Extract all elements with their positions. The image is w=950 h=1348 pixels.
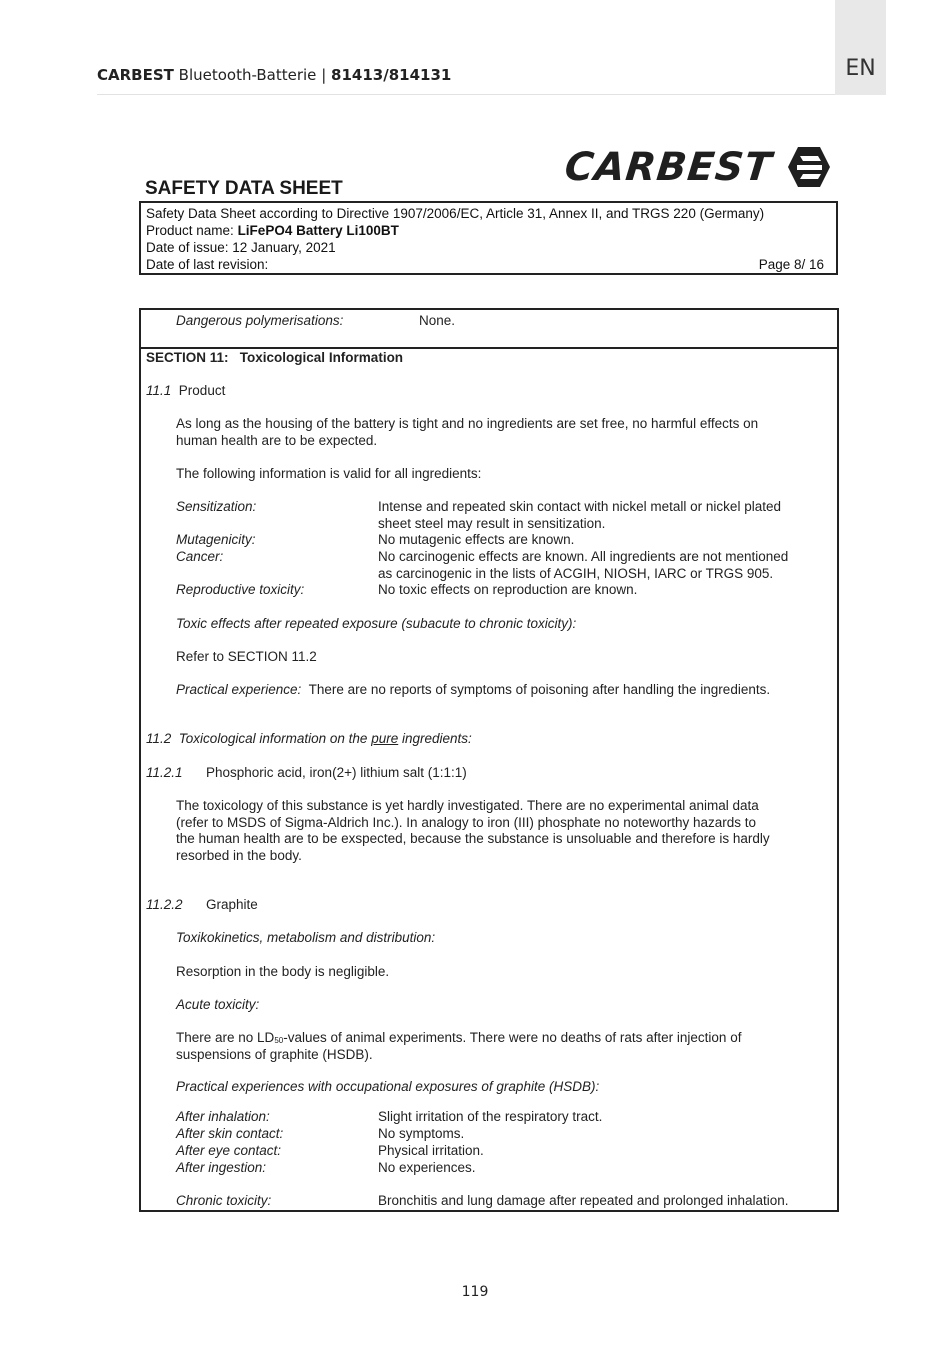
subsection-11-2-1-number: 11.2.1 [146, 765, 183, 780]
section-divider [141, 347, 837, 349]
header-brand: CARBEST [97, 66, 174, 84]
toxic-repeated-exposure: Toxic effects after repeated exposure (subacute to chronic toxicity): [176, 616, 577, 631]
subsection-11-2-post: ingredients: [401, 731, 472, 746]
sensitization-value-2: sheet steel may result in sensitization. [378, 516, 606, 531]
ld50-subscript: 50 [274, 1036, 284, 1045]
subsection-11-1-number: 11.1 [146, 383, 172, 398]
subsection-11-2-2-number: 11.2.2 [146, 897, 183, 912]
subsection-11-2-heading [146, 731, 472, 748]
section-11-heading [146, 350, 403, 367]
after-inhalation-label: After inhalation: [176, 1109, 270, 1124]
subsection-11-2-pre: Toxicological information on the [178, 731, 368, 746]
section-11-number: SECTION 11: [146, 350, 229, 365]
ld50-post: -values of animal experiments. There were no deaths of rats after injection of [283, 1030, 742, 1045]
product-name-value: LiFePO4 Battery Li100BT [237, 223, 399, 238]
product-name-label: Product name: [146, 223, 234, 238]
mutagenicity-label: Mutagenicity: [176, 532, 256, 547]
running-header [97, 66, 451, 84]
mutagenicity-value: No mutagenic effects are known. [378, 532, 575, 547]
header-divider [97, 94, 835, 95]
header-separator: | [321, 66, 327, 84]
subsection-11-2-underlined: pure [371, 731, 399, 746]
reproductive-toxicity-label: Reproductive toxicity: [176, 582, 305, 597]
page-number: 119 [461, 1284, 489, 1300]
carbest-emblem-icon [786, 145, 832, 189]
revision-date-line: Date of last revision: [146, 257, 269, 272]
phosphate-paragraph-line-3: the human health are to be exspected, because the substance is unsoluable and therefore is hardly [176, 831, 770, 846]
sds-title: SAFETY DATA SHEET [145, 178, 343, 199]
ld50-line-2: suspensions of graphite (HSDB). [176, 1047, 373, 1062]
subsection-11-1-heading [146, 383, 225, 400]
phosphate-paragraph-line-4: resorbed in the body. [176, 848, 302, 863]
chronic-toxicity-label: Chronic toxicity: [176, 1193, 272, 1208]
logo-wordmark: CARBEST [562, 144, 775, 190]
cancer-label: Cancer: [176, 549, 224, 564]
phosphate-paragraph-line-2: (refer to MSDS of Sigma-Aldrich Inc.). In analogy to iron (III) phosphate no noteworthy hazards to [176, 815, 757, 830]
after-ingestion-label: After ingestion: [176, 1160, 267, 1175]
polymerisation-value: None. [419, 313, 456, 328]
after-skin-contact-value: No symptoms. [378, 1126, 465, 1141]
practical-experience-text: There are no reports of symptoms of poisoning after handling the ingredients. [308, 682, 771, 697]
acute-toxicity-heading: Acute toxicity: [176, 997, 260, 1012]
product-name-line [146, 223, 399, 238]
subsection-11-2-1-title: Phosphoric acid, iron(2+) lithium salt (1:1:1) [206, 765, 467, 780]
chronic-toxicity-value: Bronchitis and lung damage after repeated and prolonged inhalation. [378, 1193, 789, 1208]
section-content-box [139, 308, 839, 1212]
after-ingestion-value: No experiences. [378, 1160, 476, 1175]
toxikinetics-heading: Toxikokinetics, metabolism and distribution: [176, 930, 436, 945]
header-item-numbers: 81413/814131 [331, 66, 452, 84]
sensitization-value-1: Intense and repeated skin contact with nickel metall or nickel plated [378, 499, 781, 514]
cancer-value-1: No carcinogenic effects are known. All ingredients are not mentioned [378, 549, 789, 564]
phosphate-paragraph-line-1: The toxicology of this substance is yet hardly investigated. There are no experimental animal data [176, 798, 759, 813]
valid-for-all-line: The following information is valid for all ingredients: [176, 466, 482, 481]
language-label: EN [845, 56, 876, 81]
refer-section: Refer to SECTION 11.2 [176, 649, 317, 664]
issue-date-line: Date of issue: 12 January, 2021 [146, 240, 336, 255]
subsection-11-2-2-title: Graphite [206, 897, 258, 912]
intro-line-1: As long as the housing of the battery is tight and no ingredients are set free, no harmful effects on [176, 416, 759, 431]
page-indicator: Page 8/ 16 [758, 257, 824, 272]
sensitization-label: Sensitization: [176, 499, 257, 514]
subsection-11-1-title: Product [178, 383, 226, 398]
after-inhalation-value: Slight irritation of the respiratory tract. [378, 1109, 603, 1124]
section-11-title: Toxicological Information [239, 350, 404, 365]
reproductive-toxicity-value: No toxic effects on reproduction are known. [378, 582, 638, 597]
ld50-pre: There are no LD [176, 1030, 275, 1045]
occupational-exposure-heading: Practical experiences with occupational exposures of graphite (HSDB): [176, 1079, 600, 1094]
practical-experience-label: Practical experience: [176, 682, 302, 697]
directive-line: Safety Data Sheet according to Directive 1907/2006/EC, Article 31, Annex II, and TRGS 220 (Germany) [146, 206, 765, 221]
practical-experience-line [176, 682, 770, 699]
after-eye-contact-label: After eye contact: [176, 1143, 282, 1158]
language-tab [835, 0, 886, 95]
resorption-text: Resorption in the body is negligible. [176, 964, 390, 979]
sds-info-box [139, 201, 838, 275]
cancer-value-2: as carcinogenic in the lists of ACGIH, NIOSH, IARC or TRGS 905. [378, 566, 774, 581]
intro-line-2: human health are to be expected. [176, 433, 378, 448]
header-product: Bluetooth-Batterie [178, 66, 317, 84]
after-eye-contact-value: Physical irritation. [378, 1143, 484, 1158]
after-skin-contact-label: After skin contact: [176, 1126, 284, 1141]
subsection-11-2-number: 11.2 [146, 731, 172, 746]
polymerisation-label: Dangerous polymerisations: [176, 313, 344, 328]
carbest-logo [562, 142, 832, 192]
